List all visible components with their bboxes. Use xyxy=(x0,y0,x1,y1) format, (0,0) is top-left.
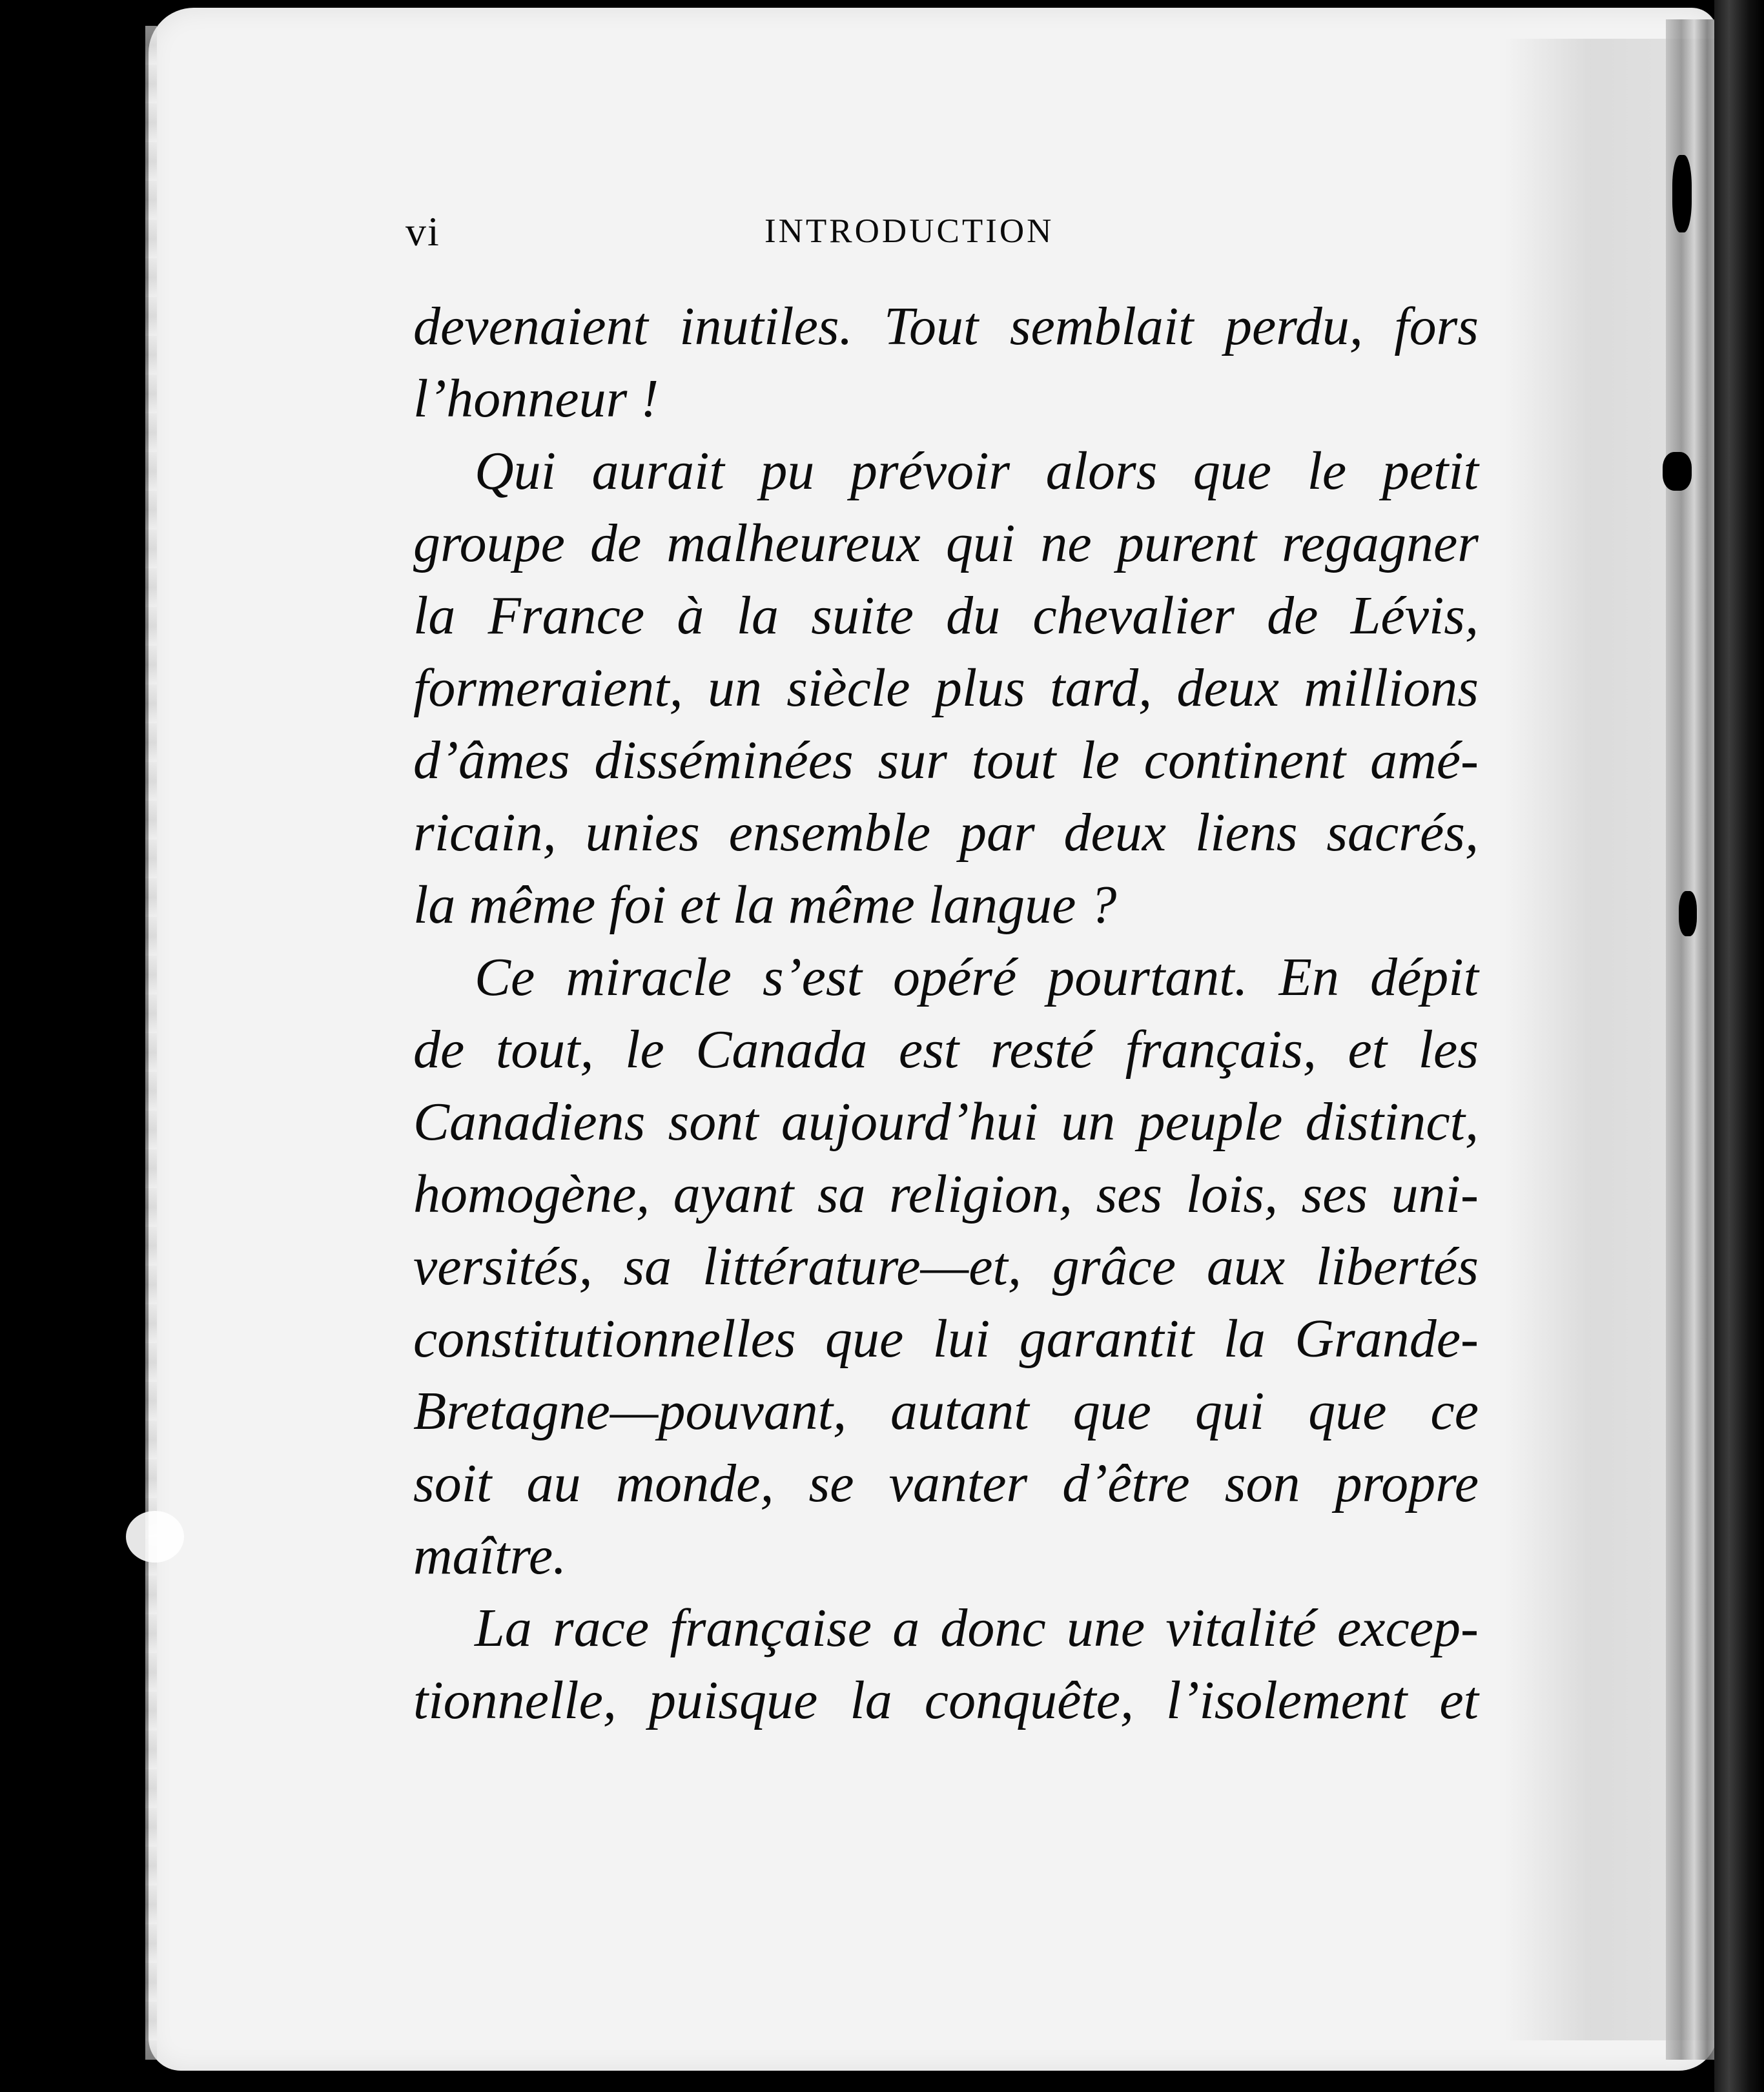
text-line: la même foi et la même langue ? xyxy=(413,875,1117,935)
binding-nick xyxy=(1679,891,1697,936)
text-line: Ce miracle s’est opéré pourtant. En dépit xyxy=(475,947,1479,1007)
text-line: soit au monde, se vanter d’être son propre xyxy=(413,1453,1479,1513)
text-line: constitutionnelles que lui garantit la Grande- xyxy=(413,1309,1479,1369)
text-line: formeraient, un siècle plus tard, deux millions xyxy=(413,658,1479,718)
binding-nick xyxy=(1663,452,1692,491)
text-line: l’honneur ! xyxy=(413,369,659,429)
text-line: maître. xyxy=(413,1526,567,1586)
page-left-edge xyxy=(145,26,157,2060)
body-text xyxy=(413,291,1479,1737)
text-line: d’âmes disséminées sur tout le continent amé- xyxy=(413,730,1479,790)
binding-dark-edge xyxy=(1714,0,1764,2092)
text-line: homogène, ayant sa religion, ses lois, ses uni- xyxy=(413,1164,1479,1224)
page-number: vi xyxy=(405,209,440,254)
running-head xyxy=(405,208,1477,253)
running-head-title: INTRODUCTION xyxy=(764,212,1054,250)
text-line: devenaient inutiles. Tout semblait perdu, fors xyxy=(413,296,1479,356)
text-line: Canadiens sont aujourd’hui un peuple distinct, xyxy=(413,1092,1479,1152)
text-line: La race française a donc une vitalité excep- xyxy=(475,1598,1479,1658)
text-line: versités, sa littérature—et, grâce aux libertés xyxy=(413,1236,1479,1297)
text-line: Qui aurait pu prévoir alors que le petit xyxy=(475,441,1479,501)
text-line: la France à la suite du chevalier de Lévis, xyxy=(413,586,1479,646)
text-line: Bretagne—pouvant, autant que qui que ce xyxy=(413,1381,1479,1441)
text-line: groupe de malheureux qui ne purent regagner xyxy=(413,513,1479,573)
text-line: tionnelle, puisque la conquête, l’isolement et xyxy=(413,1670,1479,1730)
text-line: ricain, unies ensemble par deux liens sacrés, xyxy=(413,803,1479,863)
book-binding xyxy=(1666,19,1718,2060)
paper-blemish xyxy=(126,1511,184,1563)
text-line: de tout, le Canada est resté français, et les xyxy=(413,1020,1479,1080)
binding-nick xyxy=(1672,155,1692,232)
